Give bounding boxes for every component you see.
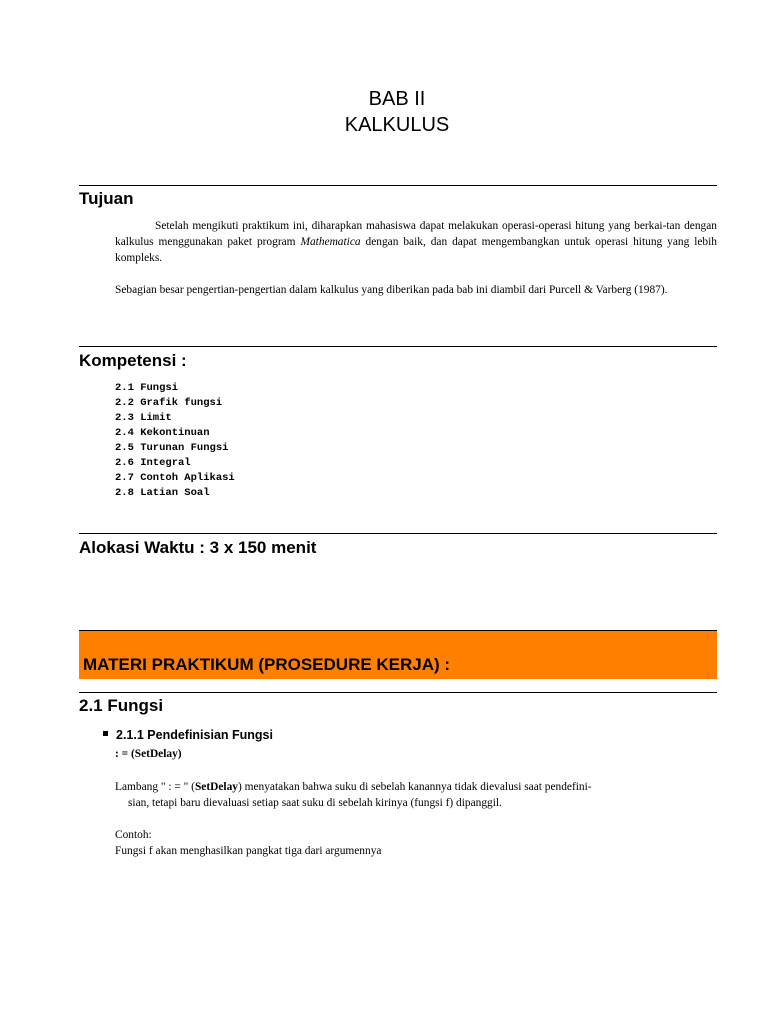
contoh-text: Fungsi f akan menghasilkan pangkat tiga dari argumennya: [115, 845, 382, 857]
divider-alokasi: [79, 533, 717, 534]
setdelay-term: SetDelay: [194, 781, 238, 793]
list-item: 2.7 Contoh Aplikasi: [115, 472, 235, 484]
tujuan-text-start: Setelah mengikuti praktikum ini, diharapkan mahasiswa dapat melakukan operasi-operasi hitung yang berkai-tan dengan kalkulus menggunakan paket program: [115, 220, 717, 248]
kompetensi-list: [115, 381, 235, 501]
list-item: 2.4 Kekontinuan: [115, 427, 210, 439]
operator-definition: : = (SetDelay): [115, 748, 182, 760]
chapter-title: KALKULUS: [344, 114, 450, 136]
list-item: 2.5 Turunan Fungsi: [115, 442, 229, 454]
tujuan-heading: Tujuan: [79, 189, 134, 208]
kompetensi-heading: Kompetensi :: [79, 351, 187, 370]
divider-tujuan: [79, 185, 717, 186]
alokasi-heading: Alokasi Waktu : 3 x 150 menit: [79, 538, 317, 557]
subsection-title: 2.1.1 Pendefinisian Fungsi: [116, 728, 273, 742]
list-item: 2.2 Grafik fungsi: [115, 397, 223, 409]
mathematica-term: Mathematica: [300, 236, 361, 248]
lambang-post: ) menyatakan bahwa suku di sebelah kanannya tidak dievalusi saat pendefini-: [237, 781, 592, 793]
tujuan-paragraph-2: Sebagian besar pengertian-pengertian dalam kalkulus yang diberikan pada bab ini diambil dari Purcell & Varberg (1987).: [115, 284, 668, 296]
list-item: 2.3 Limit: [115, 412, 172, 424]
list-item: 2.1 Fungsi: [115, 382, 179, 394]
list-item: 2.6 Integral: [115, 457, 191, 469]
divider-fungsi: [79, 692, 717, 693]
section-heading-fungsi: 2.1 Fungsi: [79, 696, 164, 715]
bullet-square-icon: [103, 731, 108, 736]
lambang-pre: Lambang " : = " (: [115, 781, 195, 793]
tujuan-paragraph-1: [115, 218, 717, 266]
chapter-number: BAB II: [368, 88, 426, 110]
lambang-line-1: [115, 779, 592, 795]
tujuan-text-end: dengan baik, dan dapat mengembangkan untuk operasi hitung yang lebih kompleks.: [115, 236, 717, 264]
materi-banner: [79, 630, 717, 679]
lambang-line-2: sian, tetapi baru dievaluasi setiap saat suku di sebelah kirinya (fungsi f) dipanggil.: [128, 797, 502, 809]
contoh-label: Contoh:: [115, 829, 152, 841]
list-item: 2.8 Latian Soal: [115, 487, 210, 499]
materi-banner-title: MATERI PRAKTIKUM (PROSEDURE KERJA) :: [83, 655, 451, 674]
divider-kompetensi: [79, 346, 717, 347]
subsection-item: [103, 726, 273, 742]
